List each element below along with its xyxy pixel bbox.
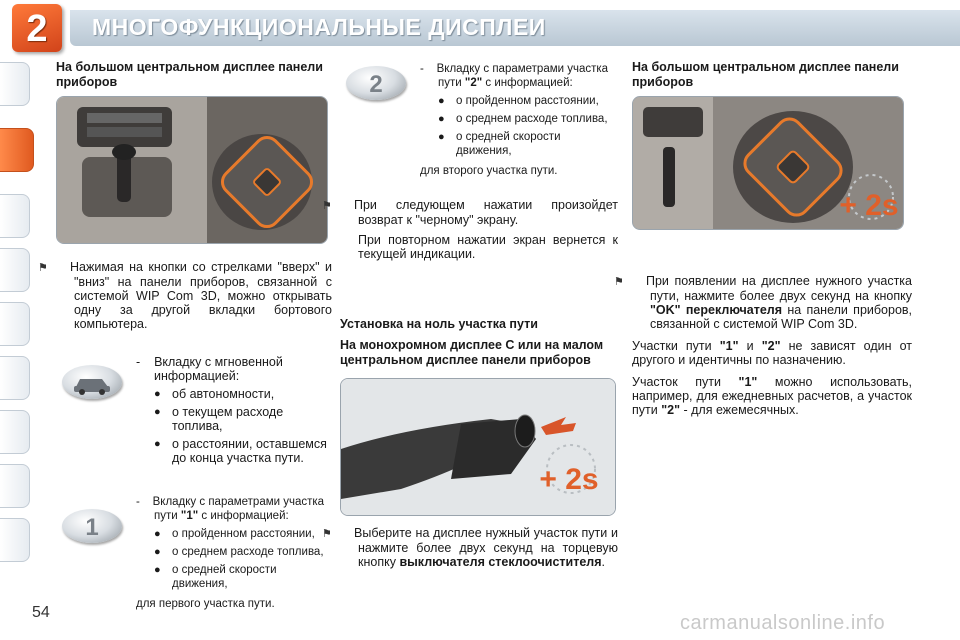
chapter-tab-8[interactable] [0,464,30,508]
section-heading: На большом центральном дисплее панели приборов [56,60,323,89]
tab-route2-footer: для второго участка пути. [420,165,558,177]
next-press-text: При следующем нажатии произойдет возврат к "черному" экрану. [354,198,618,227]
chapter-tab-1[interactable] [0,62,30,106]
tab-route1-footer: для первого участка пути. [136,598,275,610]
wiper-stalk-illustration [341,379,616,516]
tab-route1-title: - Вкладку с параметрами участка пути "1" с информацией: [136,496,325,522]
dashboard-illustration [57,97,328,244]
flag-icon: ⚑ [614,276,624,288]
route-2-icon [346,66,406,100]
tab-route1-block [56,491,332,631]
route-1-icon [62,509,122,543]
routes-independent-paragraph: Участки пути "1" и "2" не зависят один от другого и идентичны по назначению. [632,339,912,367]
tab-instant-list [136,355,332,465]
page-header [0,0,960,58]
chapter-tab-9[interactable] [0,518,30,562]
select-bold: выключателя стеклоочистителя [399,555,602,569]
chapter-badge [12,4,62,52]
tab-route1-list [136,495,332,611]
tab-route2-title: - Вкладку с параметрами участка пути "2" с информацией: [420,63,609,89]
chapter-tab-2[interactable] [0,128,34,172]
list-item: ● о пройденном расстоянии, [420,94,616,108]
next-press-paragraph [322,198,618,227]
dashboard-photo [56,96,328,244]
reset-heading: Установка на ноль участка пути [340,317,538,331]
flag-icon: ⚑ [322,528,332,540]
chapter-tab-3[interactable] [0,194,30,238]
plus-2s-label-right: + 2s [839,189,899,222]
svg-text:2: 2 [369,71,383,98]
wiper-stalk-photo [340,378,616,516]
chapter-tab-5[interactable] [0,302,30,346]
flag-icon: ⚑ [38,262,48,274]
list-item: ● о среднем расходе топлива, [420,112,616,126]
tab-instant-block [56,351,332,479]
svg-text:1: 1 [85,514,99,541]
select-paragraph: ⚑ Выберите на дисплее нужный участок пути и нажмите более двух секунд на торцевую кнопку выключателя стеклоочистителя. [322,526,618,569]
routes-usage-paragraph: Участок пути "1" можно использовать, например, для ежедневных расчетов, а участок пути "2" - для ежемесячных. [632,375,912,417]
chapter-tab-7[interactable] [0,410,30,454]
mono-heading: На монохромном дисплее С или на малом центральном дисплее панели приборов [340,338,604,367]
instruction-text: Нажимая на кнопки со стрелками "вверх" и "вниз" на панели приборов, связанной с системой WIP Com 3D, можно открывать одну за другой вкладки бортового компьютера. [70,260,332,331]
car-icon [62,365,122,399]
column-right [614,60,913,417]
flag-icon: ⚑ [322,200,332,212]
select-text: Выберите на дисплее нужный участок пути и нажмите более двух секунд на торцевую кнопку [354,526,618,569]
list-item: ● о среднем расходе топлива, [136,545,332,559]
chapter-number: 2 [26,8,48,50]
appear-text: При появлении на дисплее нужного участка пути, нажмите более двух секунд на кнопку [646,274,912,303]
dashboard-photo-right [632,96,904,230]
section-heading-right: На большом центральном дисплее панели приборов [632,60,899,89]
repeat-press-paragraph: При повторном нажатии экран вернется к текущей индикации. [358,233,618,261]
list-item: ● о пройденном расстоянии, [136,527,332,541]
chapter-tab-4[interactable] [0,248,30,292]
page-title: МНОГОФУНКЦИОНАЛЬНЫЕ ДИСПЛЕИ [92,14,546,40]
dashboard-right-illustration [633,97,904,230]
list-item: ● о текущем расходе топлива, [136,405,332,433]
plus-2s-label: + 2s [539,463,599,496]
chapter-tab-6[interactable] [0,356,30,400]
appear-paragraph: ⚑ При появлении на дисплее нужного участка пути, нажмите более двух секунд на кнопку "OK" переключателя на панели приборов, связанной с системой WIP Com 3D. [614,274,913,331]
list-item: ● об автономности, [136,387,332,401]
page-number: 54 [32,604,50,621]
instruction-paragraph [38,260,332,331]
appear-bold: "OK" переключателя [650,303,783,317]
list-item: ● о расстоянии, оставшемся до конца участка пути. [136,437,332,465]
list-item: ● о средней скорости движения, [420,130,616,158]
watermark: carmanualsonline.info [680,612,886,634]
tab-route2-block [340,60,618,188]
tab-instant-title: - Вкладку с мгновенной информацией: [136,355,283,383]
column-middle [322,60,618,569]
list-item: ● о средней скорости движения, [136,563,332,591]
tab-route2-list [420,62,616,178]
